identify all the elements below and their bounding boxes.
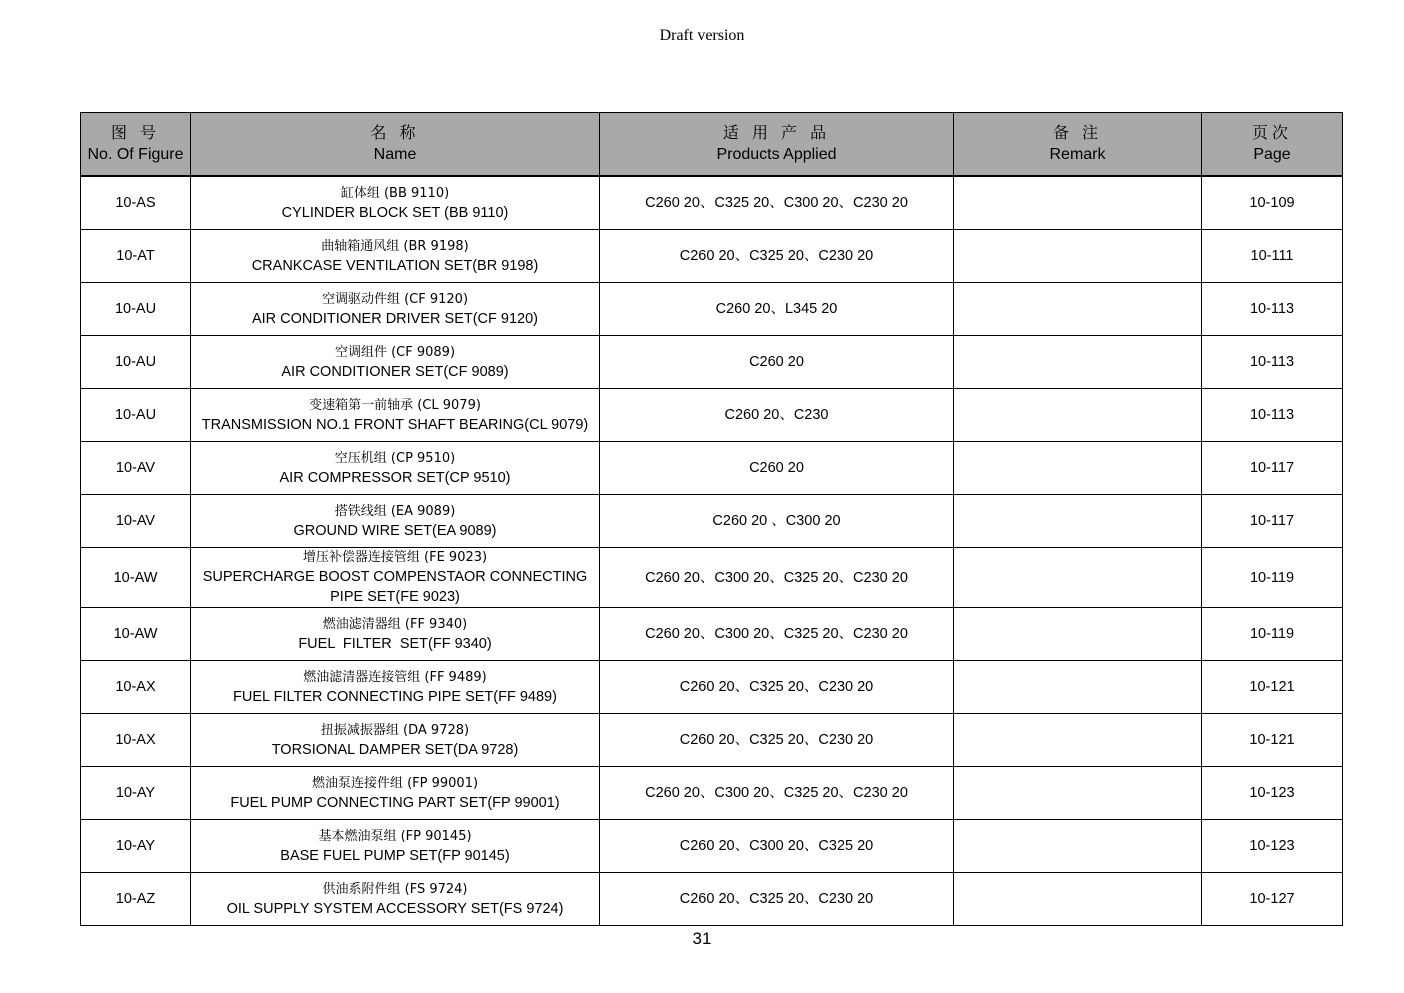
- cell-page: 10-119: [1202, 548, 1343, 608]
- cell-figure: 10-AU: [81, 389, 191, 442]
- cell-products: C260 20: [600, 336, 954, 389]
- column-header-figure-cn: 图 号: [110, 123, 161, 142]
- cell-name-en: GROUND WIRE SET(EA 9089): [293, 522, 497, 539]
- table-row: [81, 608, 1343, 661]
- column-header-remark-cn: 备 注: [1052, 123, 1103, 142]
- cell-name-en: AIR COMPRESSOR SET(CP 9510): [279, 469, 511, 486]
- cell-name-en: FUEL PUMP CONNECTING PART SET(FP 99001): [230, 794, 560, 811]
- cell-name: [191, 820, 600, 873]
- cell-name: [191, 714, 600, 767]
- cell-remark: [954, 176, 1202, 230]
- cell-figure: 10-AW: [81, 608, 191, 661]
- cell-remark: [954, 608, 1202, 661]
- cell-name-cn: 变速箱第一前轴承 (CL 9079): [309, 397, 481, 413]
- cell-remark: [954, 873, 1202, 926]
- column-header-name: [191, 113, 600, 177]
- cell-products: C260 20、C300 20、C325 20: [600, 820, 954, 873]
- page-number: 31: [692, 929, 712, 948]
- cell-name: [191, 608, 600, 661]
- cell-remark: [954, 283, 1202, 336]
- cell-figure: 10-AU: [81, 283, 191, 336]
- table-row: [81, 442, 1343, 495]
- cell-figure: 10-AX: [81, 661, 191, 714]
- cell-products: C260 20、C325 20、C230 20: [600, 230, 954, 283]
- cell-products: C260 20 、C300 20: [600, 495, 954, 548]
- cell-name: [191, 389, 600, 442]
- table-row: [81, 283, 1343, 336]
- cell-name-en: FUEL FILTER SET(FF 9340): [298, 635, 492, 652]
- cell-page: 10-121: [1202, 661, 1343, 714]
- cell-name-en: AIR CONDITIONER SET(CF 9089): [281, 363, 509, 380]
- cell-products: C260 20、C325 20、C230 20: [600, 873, 954, 926]
- cell-page: 10-123: [1202, 767, 1343, 820]
- cell-figure: 10-AY: [81, 820, 191, 873]
- cell-name: [191, 283, 600, 336]
- cell-remark: [954, 495, 1202, 548]
- column-header-remark: [954, 113, 1202, 177]
- cell-name-cn: 基本燃油泵组 (FP 90145): [318, 828, 472, 844]
- cell-name: [191, 230, 600, 283]
- table-row: [81, 548, 1343, 608]
- cell-page: 10-113: [1202, 336, 1343, 389]
- table-row: [81, 495, 1343, 548]
- table-row: [81, 661, 1343, 714]
- cell-name-en: TORSIONAL DAMPER SET(DA 9728): [271, 741, 519, 758]
- cell-remark: [954, 336, 1202, 389]
- cell-name-en: SUPERCHARGE BOOST COMPENSTAOR CONNECTING PIPE SET(FE 9023): [202, 569, 588, 605]
- cell-name-cn: 曲轴箱通风组 (BR 9198): [321, 238, 469, 254]
- cell-name: [191, 495, 600, 548]
- cell-page: 10-111: [1202, 230, 1343, 283]
- table-row: [81, 714, 1343, 767]
- cell-remark: [954, 548, 1202, 608]
- cell-name-cn: 缸体组 (BB 9110): [340, 185, 450, 201]
- cell-remark: [954, 767, 1202, 820]
- cell-name-cn: 空调驱动件组 (CF 9120): [321, 291, 469, 307]
- cell-name-en: TRANSMISSION NO.1 FRONT SHAFT BEARING(CL 9079): [201, 416, 589, 433]
- draft-version-note: Draft version: [659, 27, 745, 44]
- cell-page: 10-119: [1202, 608, 1343, 661]
- cell-name-cn: 搭铁线组 (EA 9089): [334, 503, 456, 519]
- table-row: [81, 767, 1343, 820]
- cell-products: C260 20、C230: [600, 389, 954, 442]
- cell-name-cn: 空压机组 (CP 9510): [334, 450, 456, 466]
- cell-page: 10-121: [1202, 714, 1343, 767]
- cell-name-cn: 增压补偿器连接管组 (FE 9023): [302, 550, 488, 565]
- cell-remark: [954, 389, 1202, 442]
- column-header-name-en: Name: [373, 146, 417, 163]
- cell-name-cn: 燃油滤清器组 (FF 9340): [322, 616, 468, 632]
- cell-name-en: OIL SUPPLY SYSTEM ACCESSORY SET(FS 9724): [226, 900, 564, 917]
- column-header-figure: [81, 113, 191, 177]
- cell-figure: 10-AT: [81, 230, 191, 283]
- cell-products: C260 20、C300 20、C325 20、C230 20: [600, 767, 954, 820]
- table-header: [81, 113, 1343, 177]
- cell-products: C260 20、C300 20、C325 20、C230 20: [600, 548, 954, 608]
- cell-products: C260 20、C325 20、C230 20: [600, 661, 954, 714]
- cell-page: 10-113: [1202, 283, 1343, 336]
- table-row: [81, 176, 1343, 230]
- cell-remark: [954, 442, 1202, 495]
- cell-name: [191, 548, 600, 608]
- cell-name: [191, 661, 600, 714]
- column-header-name-cn: 名 称: [370, 123, 420, 142]
- cell-name-en: FUEL FILTER CONNECTING PIPE SET(FF 9489): [233, 688, 557, 705]
- cell-remark: [954, 230, 1202, 283]
- cell-page: 10-127: [1202, 873, 1343, 926]
- cell-name-cn: 扭振减振器组 (DA 9728): [320, 722, 470, 738]
- cell-remark: [954, 714, 1202, 767]
- cell-figure: 10-AS: [81, 176, 191, 230]
- column-header-page-cn: 页次: [1251, 123, 1292, 142]
- parts-catalog-table: [80, 112, 1343, 926]
- column-header-page: [1202, 113, 1343, 177]
- cell-products: C260 20、C300 20、C325 20、C230 20: [600, 608, 954, 661]
- cell-page: 10-117: [1202, 495, 1343, 548]
- cell-name: [191, 767, 600, 820]
- table-row: [81, 873, 1343, 926]
- cell-products: C260 20、C325 20、C230 20: [600, 714, 954, 767]
- table-row: [81, 336, 1343, 389]
- cell-figure: 10-AX: [81, 714, 191, 767]
- cell-name: [191, 336, 600, 389]
- cell-remark: [954, 661, 1202, 714]
- cell-name: [191, 873, 600, 926]
- cell-page: 10-109: [1202, 176, 1343, 230]
- table-row: [81, 230, 1343, 283]
- cell-figure: 10-AV: [81, 495, 191, 548]
- column-header-remark-en: Remark: [1049, 146, 1106, 163]
- cell-name: [191, 176, 600, 230]
- cell-remark: [954, 820, 1202, 873]
- cell-figure: 10-AU: [81, 336, 191, 389]
- cell-figure: 10-AW: [81, 548, 191, 608]
- column-header-page-en: Page: [1253, 146, 1291, 163]
- cell-page: 10-113: [1202, 389, 1343, 442]
- cell-figure: 10-AV: [81, 442, 191, 495]
- cell-name-cn: 燃油滤清器连接管组 (FF 9489): [303, 669, 487, 685]
- column-header-figure-en: No. Of Figure: [87, 146, 184, 163]
- table-row: [81, 389, 1343, 442]
- cell-name-en: CYLINDER BLOCK SET (BB 9110): [281, 204, 509, 221]
- cell-name-cn: 供油系附件组 (FS 9724): [322, 881, 468, 897]
- column-header-products: [600, 113, 954, 177]
- column-header-products-en: Products Applied: [716, 146, 837, 163]
- cell-figure: 10-AZ: [81, 873, 191, 926]
- cell-products: C260 20、C325 20、C300 20、C230 20: [600, 176, 954, 230]
- cell-products: C260 20: [600, 442, 954, 495]
- cell-figure: 10-AY: [81, 767, 191, 820]
- cell-name: [191, 442, 600, 495]
- cell-name-cn: 空调组件 (CF 9089): [334, 344, 456, 360]
- cell-name-en: CRANKCASE VENTILATION SET(BR 9198): [251, 257, 539, 274]
- cell-name-en: BASE FUEL PUMP SET(FP 90145): [280, 847, 510, 864]
- table-row: [81, 820, 1343, 873]
- cell-page: 10-123: [1202, 820, 1343, 873]
- cell-name-cn: 燃油泵连接件组 (FP 99001): [311, 775, 479, 791]
- column-header-products-cn: 适 用 产 品: [722, 123, 831, 142]
- cell-products: C260 20、L345 20: [600, 283, 954, 336]
- table-body: [81, 176, 1343, 926]
- cell-page: 10-117: [1202, 442, 1343, 495]
- cell-name-en: AIR CONDITIONER DRIVER SET(CF 9120): [251, 310, 538, 327]
